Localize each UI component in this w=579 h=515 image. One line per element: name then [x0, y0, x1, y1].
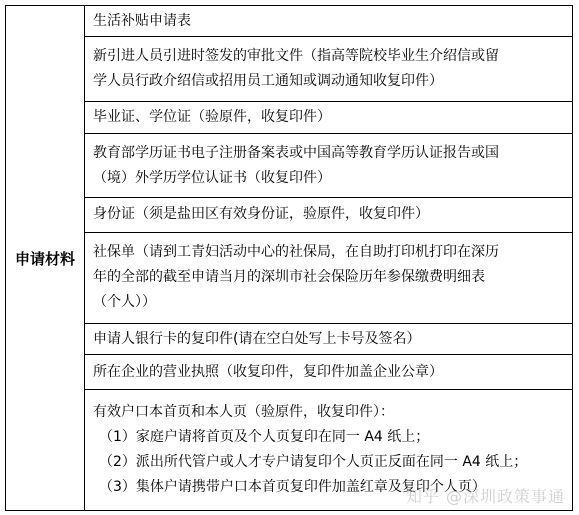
table-row	[6, 37, 573, 101]
item-line: 新引进人员引进时签发的审批文件（指高等院校毕业生介绍信或留	[93, 47, 499, 64]
item-line: 有效户口本首页和本人页（验原件，收复印件）：	[93, 404, 394, 421]
material-item	[85, 355, 573, 390]
item-line: 年的全部的截至申请当月的深圳市社会保险历年参保缴费明细表	[93, 269, 485, 286]
watermark: 知乎 @深圳政策事通	[405, 487, 565, 506]
table-row	[6, 323, 573, 354]
material-item	[85, 232, 573, 323]
material-item	[85, 198, 573, 232]
table-row	[6, 6, 573, 37]
item-line: （境）外学历学位认证书（收复印件）	[93, 169, 331, 186]
category-label-cell	[6, 6, 85, 511]
table-row	[6, 101, 573, 133]
item-subline: （1）家庭户请将首页及个人页复印在同一 A4 纸上；	[99, 429, 430, 446]
table-row	[6, 198, 573, 232]
item-line: 申请人银行卡的复印件(请在空白处写上卡号及签名）	[93, 330, 421, 347]
item-line: 教育部学历证书电子注册备案表或中国高等教育学历认证报告或国	[93, 144, 499, 161]
material-item	[85, 37, 573, 101]
item-line: 学人员行政介绍信或招用员工通知或调动通知收复印件）	[93, 72, 443, 89]
material-item	[85, 133, 573, 197]
table-row	[6, 355, 573, 390]
material-item	[85, 101, 573, 133]
material-item	[85, 323, 573, 354]
table-row	[6, 133, 573, 197]
materials-table	[5, 5, 573, 511]
category-label: 申请材料	[14, 249, 75, 268]
material-item	[85, 6, 573, 37]
item-line: 生活补贴申请表	[93, 12, 191, 29]
item-line: （个人））	[93, 294, 156, 311]
item-line: 毕业证、学位证（验原件，收复印件）	[93, 108, 331, 125]
item-line: 社保单（请到工青妇活动中心的社保局，在自助打印机打印在深历	[93, 244, 499, 261]
item-line: 身份证（须是盐田区有效身份证，验原件，收复印件）	[93, 206, 429, 223]
table-row	[6, 232, 573, 323]
item-subline: （2）派出所代管户或人才专户请复印个人页正反面在同一 A4 纸上；	[99, 454, 528, 471]
item-line: 所在企业的营业执照（收复印件，复印件加盖企业公章）	[93, 363, 443, 380]
item-subline: （3）集体户请携带户口本首页复印件加盖红章及复印个人页）	[99, 479, 486, 496]
